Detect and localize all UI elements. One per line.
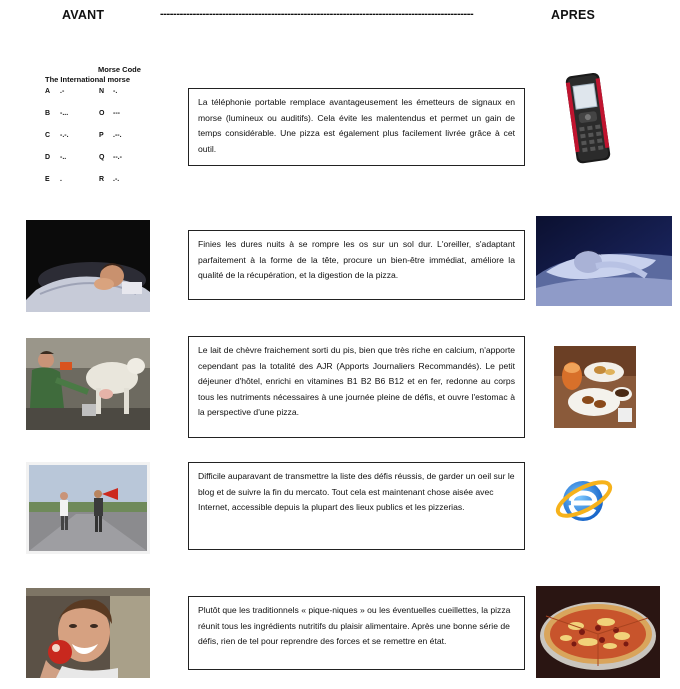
morse-code: -.-. bbox=[60, 132, 69, 139]
morse-code-table bbox=[44, 62, 154, 192]
paragraph-pizza: Plutôt que les traditionnels « pique-niques » ou les éventuelles cueillettes, la pizza réunit tous les ingrédients nutritifs du plaisir alimentaire. Après une bonne série de défis, rien de tel pour reprendre des forces et se remettre en état. bbox=[198, 605, 511, 647]
morse-letter: Q bbox=[99, 154, 105, 161]
morse-letter: A bbox=[45, 88, 51, 95]
man-eating-apple-image bbox=[26, 588, 150, 678]
morse-code: .-. bbox=[113, 176, 120, 183]
header-avant: AVANT bbox=[62, 8, 105, 22]
text-box-2 bbox=[188, 230, 525, 300]
hotel-breakfast-image bbox=[554, 346, 636, 428]
man-sleeping-on-pillow-image bbox=[536, 216, 672, 306]
morse-code: -.. bbox=[60, 154, 67, 161]
morse-letter: E bbox=[45, 176, 50, 183]
morse-subtitle: The International morse bbox=[45, 75, 131, 84]
paragraph-breakfast: Le lait de chèvre fraichement sorti du pis, bien que très riche en calcium, n'apporte cependant pas la totalité des AJR (Apports Journaliers Recommandés). Le petit déjeuner d'hôtel, enrichi en vitamines B1 B2 B6 B12 et en fer, redonne au corps tous les nutriments nécessaires à une journée pleine de défis, et ouvre l'estomac à la perspective d'une pizza. bbox=[198, 345, 515, 418]
morse-letter: N bbox=[99, 88, 105, 95]
text-box-5 bbox=[188, 596, 525, 670]
morse-code: --.- bbox=[113, 154, 122, 161]
internet-explorer-logo bbox=[553, 469, 615, 531]
morse-code: --- bbox=[113, 110, 120, 117]
text-box-1 bbox=[188, 88, 525, 166]
text-box-3 bbox=[188, 336, 525, 438]
man-milking-goat-image bbox=[26, 338, 150, 430]
morse-letter: O bbox=[99, 110, 105, 117]
morse-code: .--. bbox=[113, 132, 122, 139]
morse-letter: D bbox=[45, 154, 51, 161]
paragraph-pillow: Finies les dures nuits à se rompre les os sur un sol dur. L'oreiller, s'adaptant parfaitement à la forme de la tête, procure un bien-être immédiat, améliore la qualité de la récupération, et la digestion de la pizza. bbox=[198, 239, 515, 281]
pizza-image bbox=[536, 586, 660, 678]
text-box-4 bbox=[188, 462, 525, 550]
morse-code: . bbox=[60, 176, 62, 183]
header-divider: ------------------------------------------------------------------------------------------------ bbox=[160, 8, 474, 20]
morse-letter: B bbox=[45, 110, 51, 117]
mobile-phone-image bbox=[562, 70, 616, 166]
morse-letter: P bbox=[99, 132, 104, 139]
morse-letter: R bbox=[99, 176, 105, 183]
paragraph-internet: Difficile auparavant de transmettre la liste des défis réussis, de garder un oeil sur le blog et de suivre la fin du mercato. Tout cela est maintenant chose aisée avec Internet, accessible depuis la plupart des lieux publics et les pizzerias. bbox=[198, 471, 515, 513]
header-apres: APRES bbox=[551, 8, 596, 22]
man-sleeping-on-ground-image bbox=[26, 220, 150, 312]
morse-code: .- bbox=[60, 88, 65, 95]
morse-code: -. bbox=[113, 88, 118, 95]
men-with-megaphone-image bbox=[26, 462, 150, 554]
morse-letter: C bbox=[45, 132, 51, 139]
morse-code: -... bbox=[60, 110, 69, 117]
paragraph-mobile: La téléphonie portable remplace avantageusement les émetteurs de signaux en morse (lumineux ou auditifs). Cela évite les malentendus et permet un gain de temps considérable. Une pizza est également plus facilement livrée grâce à cet outil. bbox=[198, 97, 515, 154]
morse-title: Morse Code bbox=[98, 65, 141, 74]
